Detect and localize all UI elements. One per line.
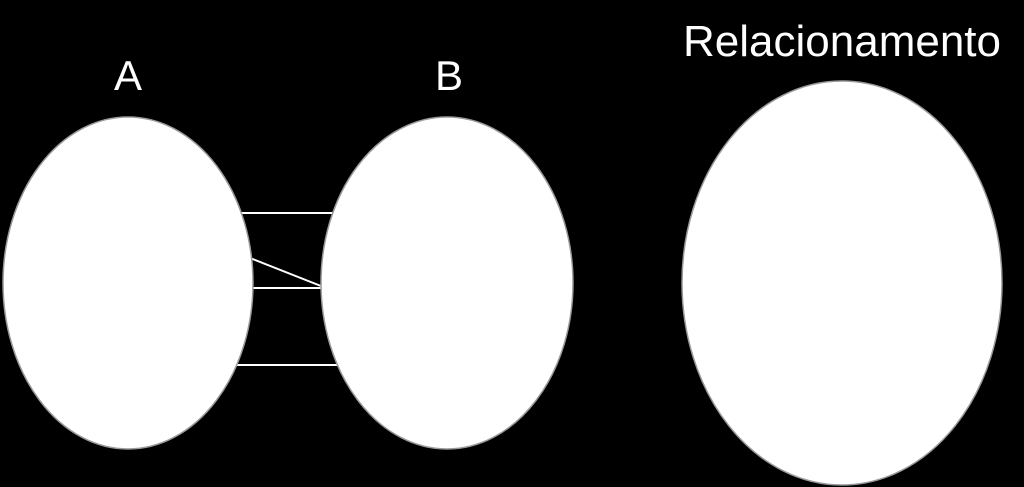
relationship-ellipse	[682, 81, 1002, 485]
mapping-line-2	[250, 258, 326, 288]
relationship-label: Relacionamento	[683, 17, 1001, 66]
set-a-ellipse	[3, 117, 253, 449]
set-b-ellipse	[321, 117, 573, 449]
set-b-label: B	[434, 52, 464, 99]
set-a-label: A	[113, 52, 143, 99]
